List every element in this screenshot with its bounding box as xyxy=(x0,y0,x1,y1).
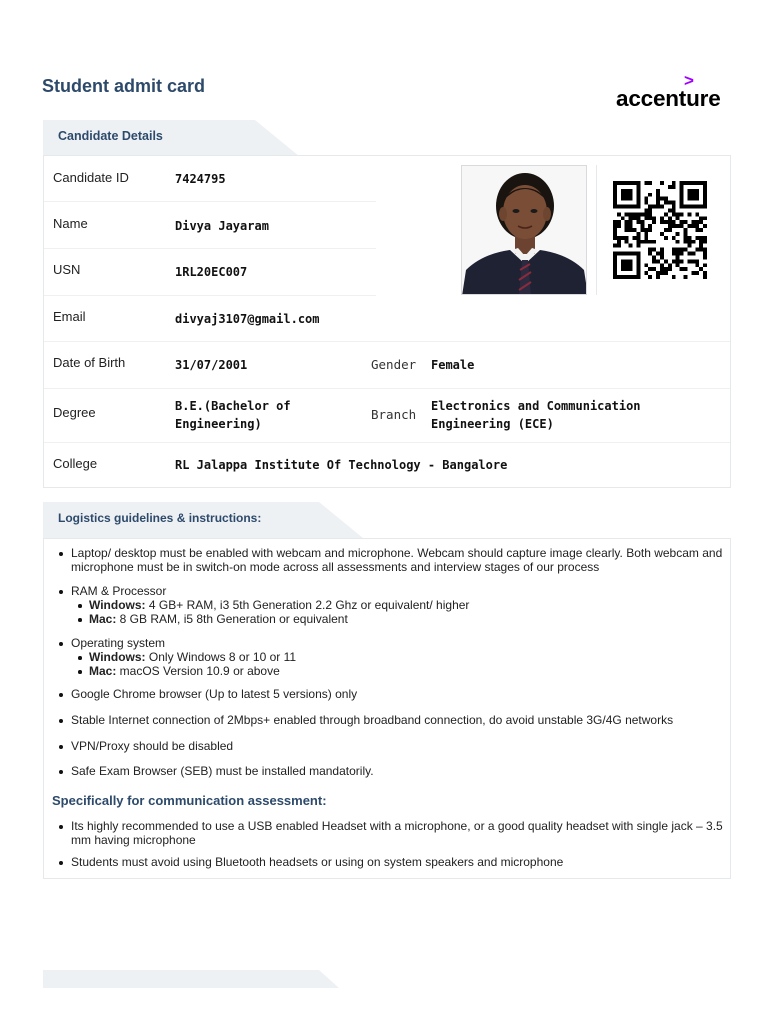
list-item-text: RAM & Processor xyxy=(71,584,167,598)
list-item xyxy=(71,819,726,847)
row-divider xyxy=(44,248,376,249)
logo-text: accenture xyxy=(616,86,721,111)
gender-label: Gender xyxy=(371,357,417,372)
list-item-text: mm having microphone xyxy=(71,833,196,847)
name-value: Divya Jayaram xyxy=(175,219,269,233)
sub-item-key: Windows: xyxy=(89,598,146,612)
row-divider xyxy=(44,201,376,202)
dob-value: 31/07/2001 xyxy=(175,358,248,372)
sub-item-text: macOS Version 10.9 or above xyxy=(116,664,280,678)
candidate-photo xyxy=(461,165,587,295)
bullet-icon xyxy=(59,552,63,556)
row-divider xyxy=(44,442,730,443)
list-item-text: VPN/Proxy should be disabled xyxy=(71,739,234,753)
email-value: divyaj3107@gmail.com xyxy=(175,312,320,326)
dob-label: Date of Birth xyxy=(53,355,126,370)
sub-item-key: Mac: xyxy=(89,612,117,626)
degree-value-line1: B.E.(Bachelor of xyxy=(175,399,291,413)
empty-section-tab xyxy=(43,970,343,988)
sub-list-item xyxy=(89,612,726,626)
bullet-icon xyxy=(78,670,82,674)
list-item xyxy=(71,713,726,727)
candidate-id-value: 7424795 xyxy=(175,172,226,186)
college-label: College xyxy=(53,456,98,471)
list-item-text: microphone must be in switch-on mode across all assessments and interview stages of our process xyxy=(71,560,600,574)
list-item xyxy=(71,855,726,869)
usn-label: USN xyxy=(53,262,81,277)
candidate-details-tab xyxy=(43,120,303,156)
bullet-icon xyxy=(59,770,63,774)
gender-value: Female xyxy=(431,358,475,372)
candidate-details-title: Candidate Details xyxy=(58,129,163,143)
email-label: Email xyxy=(53,309,86,324)
name-label: Name xyxy=(53,216,88,231)
candidate-photo-image xyxy=(462,166,587,295)
sub-list-item xyxy=(89,664,726,678)
list-item-text: Its highly recommended to use a USB enabled Headset with a microphone, or a good quality headset with single jack – 3.5 xyxy=(71,819,723,833)
bullet-icon xyxy=(78,618,82,622)
list-item xyxy=(71,739,726,753)
page-title: Student admit card xyxy=(42,76,206,96)
tab-shape xyxy=(43,970,343,988)
sub-list-item xyxy=(89,650,726,664)
usn-value: 1RL20EC007 xyxy=(175,265,248,279)
logistics-title: Logistics guidelines & instructions: xyxy=(58,511,262,525)
sub-list-item xyxy=(89,598,726,612)
college-value: RL Jalappa Institute Of Technology - Bangalore xyxy=(175,458,508,472)
bullet-icon xyxy=(59,642,63,646)
bullet-icon xyxy=(59,745,63,749)
sub-item-key: Mac: xyxy=(89,664,117,678)
sub-item-key: Windows: xyxy=(89,650,146,664)
logo-chevron-icon: > xyxy=(684,71,694,90)
sub-item-text: Only Windows 8 or 10 or 11 xyxy=(145,650,297,664)
sub-item-text: 8 GB RAM, i5 8th Generation or equivalent xyxy=(116,612,348,626)
branch-label: Branch xyxy=(371,407,417,422)
accenture-logo xyxy=(616,71,734,114)
row-divider xyxy=(44,295,376,296)
bullet-icon xyxy=(59,719,63,723)
degree-value-line2: Engineering) xyxy=(175,417,262,431)
sub-item-text: 4 GB+ RAM, i3 5th Generation 2.2 Ghz or equivalent/ higher xyxy=(145,598,470,612)
row-divider xyxy=(44,388,730,389)
qr-code-area xyxy=(596,165,719,295)
degree-label: Degree xyxy=(53,405,96,420)
bullet-icon xyxy=(78,604,82,608)
bullet-icon xyxy=(78,656,82,660)
communication-section-title: Specifically for communication assessment: xyxy=(52,793,327,808)
row-divider xyxy=(44,341,730,342)
bullet-icon xyxy=(59,590,63,594)
bullet-icon xyxy=(59,825,63,829)
list-item-text: Safe Exam Browser (SEB) must be installed mandatorily. xyxy=(71,764,374,778)
bullet-icon xyxy=(59,693,63,697)
logistics-tab xyxy=(43,502,373,538)
list-item xyxy=(71,636,726,678)
list-item xyxy=(71,546,726,574)
list-item-text: Stable Internet connection of 2Mbps+ enabled through broadband connection, do avoid unstable 3G/4G networks xyxy=(71,713,674,727)
list-item xyxy=(71,764,726,778)
branch-value-line2: Engineering (ECE) xyxy=(431,417,554,431)
list-item xyxy=(71,687,726,701)
qr-code-icon xyxy=(612,181,708,279)
branch-value-line1: Electronics and Communication xyxy=(431,399,641,413)
list-item-text: Students must avoid using Bluetooth headsets or using on system speakers and microphone xyxy=(71,855,564,869)
list-item-text: Laptop/ desktop must be enabled with webcam and microphone. Webcam should capture image clearly. Both webcam and xyxy=(71,546,723,560)
list-item xyxy=(71,584,726,626)
list-item-text: Google Chrome browser (Up to latest 5 versions) only xyxy=(71,687,358,701)
bullet-icon xyxy=(59,861,63,865)
candidate-id-label: Candidate ID xyxy=(53,170,129,185)
list-item-text: Operating system xyxy=(71,636,166,650)
